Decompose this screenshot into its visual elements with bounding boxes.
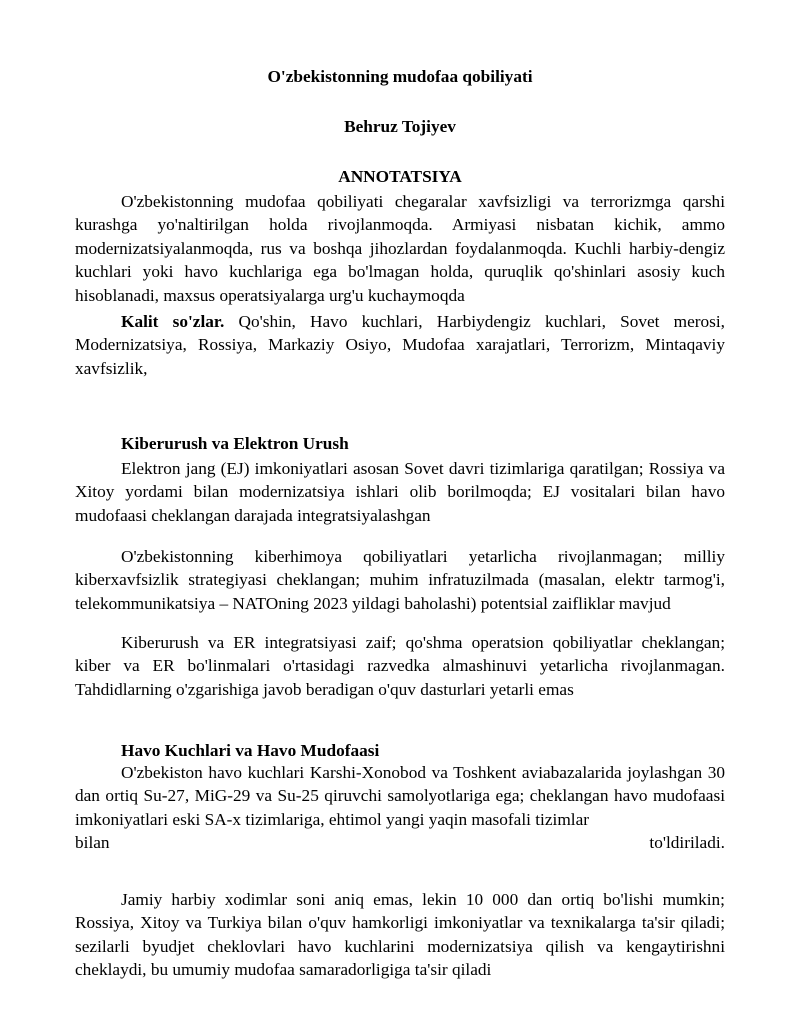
air-paragraph-1-last-left: bilan <box>75 833 110 852</box>
abstract-paragraph: O'zbekistonning mudofaa qobiliyati chegaralar xavfsizligi va terrorizmga qarshi kurashga yo'naltirilgan holda rivojlanmoqda. Armiyasi nisbatan kichik, ammo modernizatsiyalanmoqda, rus va boshqa jihozlardan foydalanmoqda. Kuchli harbiy-dengiz kuchlari yoki havo kuchlariga ega bo'lmagan holda, quruqlik qo'shinlari asosiy kuch hisoblanadi, maxsus operatsiyalarga urg'u kuchaymoqda <box>75 192 725 305</box>
section-heading-cyber: Kiberurush va Elektron Urush <box>121 434 349 453</box>
cyber-paragraph-2: O'zbekistonning kiberhimoya qobiliyatlari yetarlicha rivojlanmagan; milliy kiberxavfsizlik strategiyasi cheklangan; muhim infratuzilmada (masalan, elektr tarmog'i, telekommunikatsiya – NATOning 2023 yildagi baholashi) potentsial zaifliklar mavjud <box>75 547 725 613</box>
air-paragraph-1: O'zbekiston havo kuchlari Karshi-Xonobod va Toshkent aviabazalarida joylashgan 30 dan ortiq Su-27, MiG-29 va Su-25 qiruvchi samolyotlariga ega; cheklangan havo mudofaasi imkoniyatlari eski SA-x tizimlariga, ehtimol yangi yaqin masofali tizimlar <box>75 763 725 829</box>
air-paragraph-1-last-line <box>75 831 725 854</box>
air-paragraph-1-last-right: to'ldiriladi. <box>649 833 725 852</box>
keywords-text: Qo'shin, Havo kuchlari, Harbiydengiz kuchlari, Sovet merosi, Modernizatsiya, Rossiya, Markaziy Osiyo, Mudofaa xarajatlari, Terrorizm, Mintaqaviy xavfsizlik, <box>75 312 725 378</box>
keywords-paragraph <box>75 310 725 380</box>
document-title: O'zbekistonning mudofaa qobiliyati <box>267 67 533 86</box>
section-heading-air: Havo Kuchlari va Havo Mudofaasi <box>121 741 380 760</box>
keywords-label: Kalit so'zlar. <box>121 312 225 331</box>
cyber-paragraph-3: Kiberurush va ER integratsiyasi zaif; qo'shma operatsion qobiliyatlar cheklangan; kiber va ER bo'linmalari o'rtasidagi razvedka almashinuvi yetarlicha rivojlanmagan. Tahdidlarning o'zgarishiga javob beradigan o'quv dasturlari yetarli emas <box>75 633 725 699</box>
abstract-heading: ANNOTATSIYA <box>338 167 462 186</box>
author-name: Behruz Tojiyev <box>344 117 456 136</box>
cyber-paragraph-1: Elektron jang (EJ) imkoniyatlari asosan Sovet davri tizimlariga qaratilgan; Rossiya va Xitoy yordami bilan modernizatsiya ishlari olib borilmoqda; EJ vositalari bilan havo mudofaasi cheklangan darajada integratsiyalashgan <box>75 459 725 525</box>
air-paragraph-2: Jamiy harbiy xodimlar soni aniq emas, lekin 10 000 dan ortiq bo'lishi mumkin; Rossiya, Xitoy va Turkiya bilan o'quv hamkorligi imkoniyatlar va texnikalarga ta'sir qiladi; sezilarli byudjet cheklovlari havo kuchlarini modernizatsiya qilish va kengaytirishni cheklaydi, bu umumiy mudofaa samaradorligiga ta'sir qiladi <box>75 890 725 980</box>
